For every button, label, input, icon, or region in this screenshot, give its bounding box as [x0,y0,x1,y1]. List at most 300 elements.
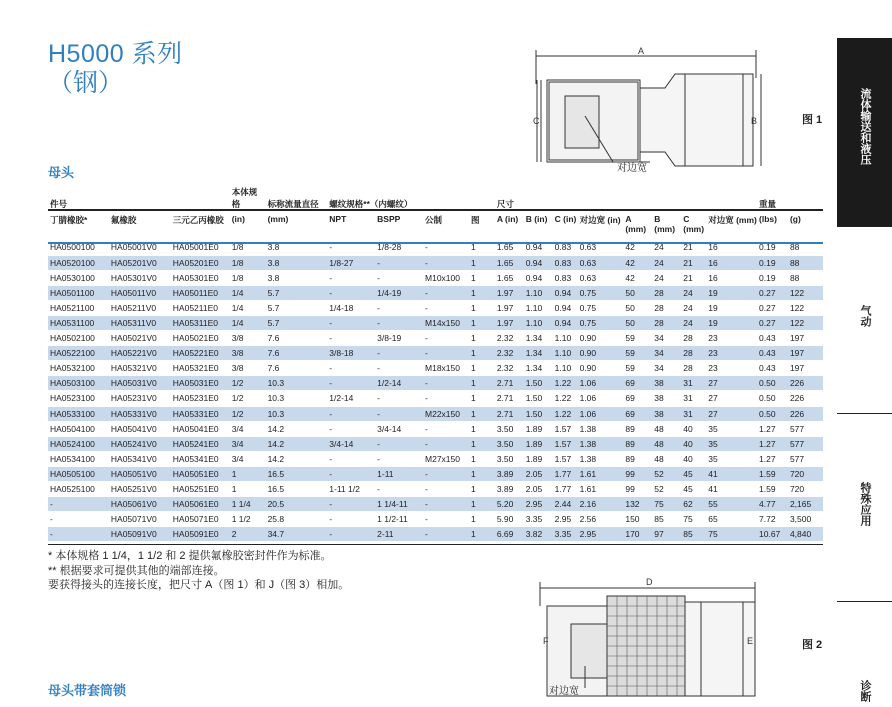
table-cell: 1.65 [495,270,524,285]
table-row [48,406,823,421]
table-cell: 3/4-14 [375,421,423,436]
figure-2-label: 图 2 [802,639,823,651]
column-header: 对边宽 (in) [579,215,621,225]
table-cell: 6.69 [495,527,524,542]
dim-flats-label: 对边宽 [617,163,647,174]
table-cell: 99 [623,466,652,481]
table-cell: 59 [623,346,652,361]
table-cell: 16.5 [266,482,328,497]
column-header: A (in) [496,214,519,224]
table-cell: 0.50 [757,406,788,421]
column-header: B (in) [525,214,548,224]
table-cell: 59 [623,361,652,376]
column-header-row [48,210,823,240]
table-cell: 1 [469,240,495,255]
header-thread: 螺纹规格**（内螺纹） [329,199,413,209]
table-cell: 27 [706,376,757,391]
table-row [48,451,823,466]
table-cell: 34 [652,361,681,376]
table-cell: 1 [469,300,495,315]
table-cell: - [327,451,375,466]
table-cell: 1/4 [230,300,266,315]
table-cell: HA05011V0 [109,285,171,300]
table-cell: 1 1/2 [230,512,266,527]
table-cell: 4,840 [788,527,823,542]
table-cell: 1-11 [375,466,423,481]
table-cell: 3/8 [230,361,266,376]
table-cell: 3.35 [524,512,553,527]
table-cell: 1.50 [524,391,553,406]
table-cell: - [327,270,375,285]
table-cell: 5.7 [266,315,328,330]
tab-diagnostics[interactable] [857,680,889,707]
table-cell: 28 [652,300,681,315]
footnote: ** 根据要求可提供其他的端部连接。 [48,564,225,577]
dim-c-label: C [533,116,540,126]
table-cell: 226 [788,406,823,421]
table-cell: HA0530100 [48,270,109,285]
table-cell: 1.38 [578,436,624,451]
table-cell: 1.65 [495,240,524,255]
table-cell: 3.8 [266,270,328,285]
table-cell: 3/4-14 [327,436,375,451]
table-cell: 2.05 [524,466,553,481]
table-cell: 2.32 [495,361,524,376]
dim-d-label: D [646,577,653,587]
table-cell: HA0521100 [48,300,109,315]
column-header: 氟橡胶 [110,215,137,225]
table-cell: 1 1/4-11 [375,497,423,512]
table-cell: 3.89 [495,482,524,497]
table-cell: HA05071V0 [109,512,171,527]
table-cell: 23 [706,346,757,361]
header-weight: 重量 [759,199,777,209]
table-cell: 1 [230,466,266,481]
table-cell: 2.16 [578,497,624,512]
table-cell: HA0524100 [48,436,109,451]
table-cell: 0.94 [524,270,553,285]
table-cell: 1.27 [757,436,788,451]
table-cell: 1.57 [553,436,578,451]
table-cell: HA05341E0 [171,451,230,466]
table-cell: 7.72 [757,512,788,527]
table-cell: HA05211V0 [109,300,171,315]
table-cell: 42 [623,270,652,285]
table-cell: HA05051V0 [109,466,171,481]
table-cell: 1/2-14 [327,391,375,406]
table-cell: 14.2 [266,451,328,466]
table-cell: 1/4 [230,315,266,330]
column-header: (lbs) [759,214,777,224]
table-cell: 19 [706,300,757,315]
table-cell: 1.97 [495,285,524,300]
table-cell: HA05031E0 [171,376,230,391]
table-cell: 0.83 [553,255,578,270]
table-cell: 2-11 [375,527,423,542]
section-heading-sleeve-lock: 母头带套筒锁 [48,683,127,698]
page-subtitle: （钢） [48,69,124,97]
dim-e-label: E [747,636,754,646]
table-cell: - [327,406,375,421]
table-cell: 0.75 [578,315,624,330]
table-cell: - [327,512,375,527]
table-cell: 28 [681,346,706,361]
table-cell: HA05301V0 [109,270,171,285]
table-cell: 24 [681,285,706,300]
table-cell: 0.90 [578,331,624,346]
table-cell: - [423,527,469,542]
footnote: * 本体规格 1 1/4，1 1/2 和 2 提供氟橡胶密封件作为标准。 [48,550,332,562]
table-cell: 48 [652,421,681,436]
table-cell: 1.27 [757,451,788,466]
table-cell: 1.10 [553,331,578,346]
table-cell: 52 [652,482,681,497]
table-cell: 1/4 [230,285,266,300]
table-cell: 577 [788,436,823,451]
table-cell: HA05321E0 [171,361,230,376]
table-cell: 34.7 [266,527,328,542]
table-row [48,361,823,376]
table-cell: 20.5 [266,497,328,512]
table-cell: - [423,376,469,391]
table-cell: - [375,255,423,270]
table-cell: 1 [469,361,495,376]
table-cell: HA0525100 [48,482,109,497]
column-header: 对边宽 (mm) [708,215,757,225]
table-cell: 38 [652,391,681,406]
table-cell: 28 [681,361,706,376]
table-cell: - [375,270,423,285]
table-cell: HA0502100 [48,331,109,346]
table-cell: - [327,315,375,330]
column-header: 三元乙丙橡胶 [172,215,224,225]
table-cell: 48 [652,451,681,466]
table-cell: HA05221V0 [109,346,171,361]
table-cell: - [327,527,375,542]
table-cell: 1.06 [578,406,624,421]
table-cell: 89 [623,436,652,451]
table-cell: 3.50 [495,421,524,436]
table-cell: HA05331V0 [109,406,171,421]
table-cell: 50 [623,285,652,300]
table-cell: 23 [706,331,757,346]
table-cell: 16 [706,270,757,285]
table-cell: 50 [623,315,652,330]
table-cell: 27 [706,406,757,421]
table-cell: 10.67 [757,527,788,542]
table-cell: 0.94 [553,285,578,300]
table-cell: 1 [469,436,495,451]
table-cell: - [375,346,423,361]
table-cell: HA05041V0 [109,421,171,436]
table-cell: 1 [469,466,495,481]
table-cell: 2.95 [553,512,578,527]
table-cell: 25.8 [266,512,328,527]
table-cell: 85 [652,512,681,527]
table-cell: HA05011E0 [171,285,230,300]
table-cell: 24 [652,240,681,255]
table-cell: 1/8 [230,255,266,270]
table-cell: 7.6 [266,331,328,346]
table-cell: 2.32 [495,331,524,346]
table-cell: HA05211E0 [171,300,230,315]
table-cell: 0.50 [757,391,788,406]
table-cell: 35 [706,451,757,466]
table-cell: 35 [706,436,757,451]
table-cell: 0.19 [757,255,788,270]
tab-label: 气动 [859,305,871,327]
table-cell: - [327,331,375,346]
table-cell: 197 [788,331,823,346]
table-cell: 27 [706,391,757,406]
table-cell: 2.95 [524,497,553,512]
table-cell: HA05051E0 [171,466,230,481]
table-cell: 150 [623,512,652,527]
table-cell: 85 [681,527,706,542]
table-cell: HA05231E0 [171,391,230,406]
table-cell: 28 [652,315,681,330]
table-cell: 19 [706,315,757,330]
table-cell: 52 [652,466,681,481]
table-cell: 1.89 [524,436,553,451]
table-cell: 69 [623,376,652,391]
table-cell: 3/4 [230,436,266,451]
table-cell: 2,165 [788,497,823,512]
tab-fluid-hydraulics[interactable] [837,38,892,226]
table-cell: 3.35 [553,527,578,542]
table-cell: 0.50 [757,376,788,391]
table-cell: 3.82 [524,527,553,542]
table-cell: 38 [652,406,681,421]
table-cell: HA0533100 [48,406,109,421]
dim-flats-label-2: 对边宽 [549,686,579,697]
column-header: B (mm) [654,214,676,234]
tab-special-applications[interactable] [857,482,892,531]
table-cell: 21 [681,270,706,285]
table-cell: - [375,436,423,451]
table-cell: 0.83 [553,270,578,285]
table-cell: - [327,376,375,391]
table-cell: 0.63 [578,255,624,270]
table-cell: 75 [652,497,681,512]
table-cell: 45 [681,466,706,481]
table-cell: HA05311E0 [171,315,230,330]
table-cell: HA05061E0 [171,497,230,512]
table-cell: 1.22 [553,391,578,406]
section-heading-female: 母头 [48,165,75,180]
table-cell: HA0505100 [48,466,109,481]
table-cell: 1 [469,451,495,466]
table-cell: 0.63 [578,270,624,285]
table-cell: 1 [469,270,495,285]
table-cell: 69 [623,406,652,421]
table-cell: 1.10 [524,285,553,300]
table-cell: 48 [652,436,681,451]
footnotes [48,549,349,593]
tab-divider [837,601,892,602]
footnote: 要获得接头的连接长度，把尺寸 A（图 1）和 J（图 3）相加。 [48,579,350,591]
column-header: (g) [789,214,801,224]
tab-label: 流体输送和液压 [859,88,871,165]
table-cell: 1.10 [524,300,553,315]
table-cell: HA05201V0 [109,255,171,270]
table-cell: - [375,300,423,315]
table-cell: 88 [788,255,823,270]
table-cell: HA05091E0 [171,527,230,542]
table-cell: 2.95 [578,527,624,542]
column-header: 图 [470,215,480,225]
table-cell: 122 [788,315,823,330]
table-cell: - [327,285,375,300]
table-cell: - [375,451,423,466]
column-header: C (mm) [683,214,705,234]
table-cell: - [423,346,469,361]
table-cell: HA05091V0 [109,527,171,542]
table-cell: 88 [788,240,823,255]
table-cell: 1 [469,512,495,527]
column-header: (mm) [267,214,289,224]
table-cell: 1.61 [578,466,624,481]
table-cell: 2.71 [495,391,524,406]
table-cell: HA05221E0 [171,346,230,361]
table-cell: HA05071E0 [171,512,230,527]
table-cell: - [423,331,469,346]
table-cell: 24 [652,255,681,270]
table-cell: 42 [623,240,652,255]
table-cell: - [423,300,469,315]
table-cell: - [48,527,109,542]
table-cell: 2.32 [495,346,524,361]
table-cell: 1 [469,497,495,512]
table-cell: 31 [681,376,706,391]
table-cell: HA0500100 [48,240,109,255]
table-cell: 1 [469,346,495,361]
table-cell: 720 [788,482,823,497]
table-cell: - [327,240,375,255]
table-cell: 0.19 [757,240,788,255]
table-cell: 1.34 [524,346,553,361]
table-cell: - [327,497,375,512]
table-cell: 3/4 [230,421,266,436]
table-row [48,421,823,436]
table-cell: 24 [681,315,706,330]
table-cell: 170 [623,527,652,542]
dim-b-label: B [751,116,758,126]
table-cell: 1 [469,527,495,542]
table-cell: 1.59 [757,482,788,497]
table-cell: 1/2 [230,391,266,406]
table-cell: HA0532100 [48,361,109,376]
table-cell: 0.90 [578,361,624,376]
table-cell: HA05311V0 [109,315,171,330]
column-header: C (in) [554,214,577,224]
table-cell: 1.97 [495,300,524,315]
table-cell: 16 [706,255,757,270]
table-cell: M27x150 [423,451,469,466]
table-cell: 1.34 [524,331,553,346]
table-cell: HA0504100 [48,421,109,436]
table-cell: HA0520100 [48,255,109,270]
table-cell: 1/2 [230,376,266,391]
table-cell: 3/8-18 [327,346,375,361]
table-cell: 41 [706,482,757,497]
table-cell: 0.27 [757,285,788,300]
table-cell: 75 [706,527,757,542]
table-cell: 10.3 [266,391,328,406]
table-cell: 24 [681,300,706,315]
table-cell: 1.38 [578,451,624,466]
column-header: NPT [329,214,347,224]
table-row [48,240,823,255]
table-cell: HA05251V0 [109,482,171,497]
table-row [48,466,823,481]
table-cell: M10x100 [423,270,469,285]
table-cell: HA05021E0 [171,331,230,346]
table-cell: 16.5 [266,466,328,481]
table-cell: 0.83 [553,240,578,255]
table-cell: 3,500 [788,512,823,527]
table-cell: 577 [788,451,823,466]
tab-pneumatics[interactable] [857,305,889,332]
table-cell: - [327,361,375,376]
header-body-size: 本体规格 [231,187,258,209]
table-cell: 38 [652,376,681,391]
header-part-no: 件号 [50,199,68,209]
table-cell: - [327,466,375,481]
table-cell: - [423,285,469,300]
dim-f-label: F [543,636,549,646]
table-cell: 1 [469,255,495,270]
tab-divider [837,226,892,227]
table-cell: 2.05 [524,482,553,497]
table-cell: 1.22 [553,376,578,391]
table-cell: 1/8 [230,240,266,255]
table-row [48,482,823,497]
table-cell: 23 [706,361,757,376]
table-cell: 19 [706,285,757,300]
column-header: 公制 [425,215,443,225]
table-cell: HA05001V0 [109,240,171,255]
table-cell: 1.06 [578,376,624,391]
table-cell: 1/8-27 [327,255,375,270]
table-cell: 3.8 [266,255,328,270]
table-cell: - [423,497,469,512]
table-cell: HA05231V0 [109,391,171,406]
table-cell: 1.22 [553,406,578,421]
table-cell: 31 [681,391,706,406]
table-cell: 2.71 [495,376,524,391]
table-cell: 3.50 [495,451,524,466]
figure-1-drawing [525,44,775,174]
table-cell: 122 [788,285,823,300]
table-cell: HA0501100 [48,285,109,300]
table-cell: 1.50 [524,406,553,421]
figure-2-drawing [535,576,765,702]
table-rule-bottom [48,544,823,545]
table-cell: HA05201E0 [171,255,230,270]
table-cell: HA0503100 [48,376,109,391]
table-cell: HA05041E0 [171,421,230,436]
table-cell: 55 [706,497,757,512]
table-cell: HA0531100 [48,315,109,330]
table-row [48,270,823,285]
table-cell: 1.77 [553,466,578,481]
table-cell: 31 [681,406,706,421]
table-cell: 7.6 [266,346,328,361]
table-cell: 1/2 [230,406,266,421]
table-cell: HA05061V0 [109,497,171,512]
table-cell: HA05001E0 [171,240,230,255]
